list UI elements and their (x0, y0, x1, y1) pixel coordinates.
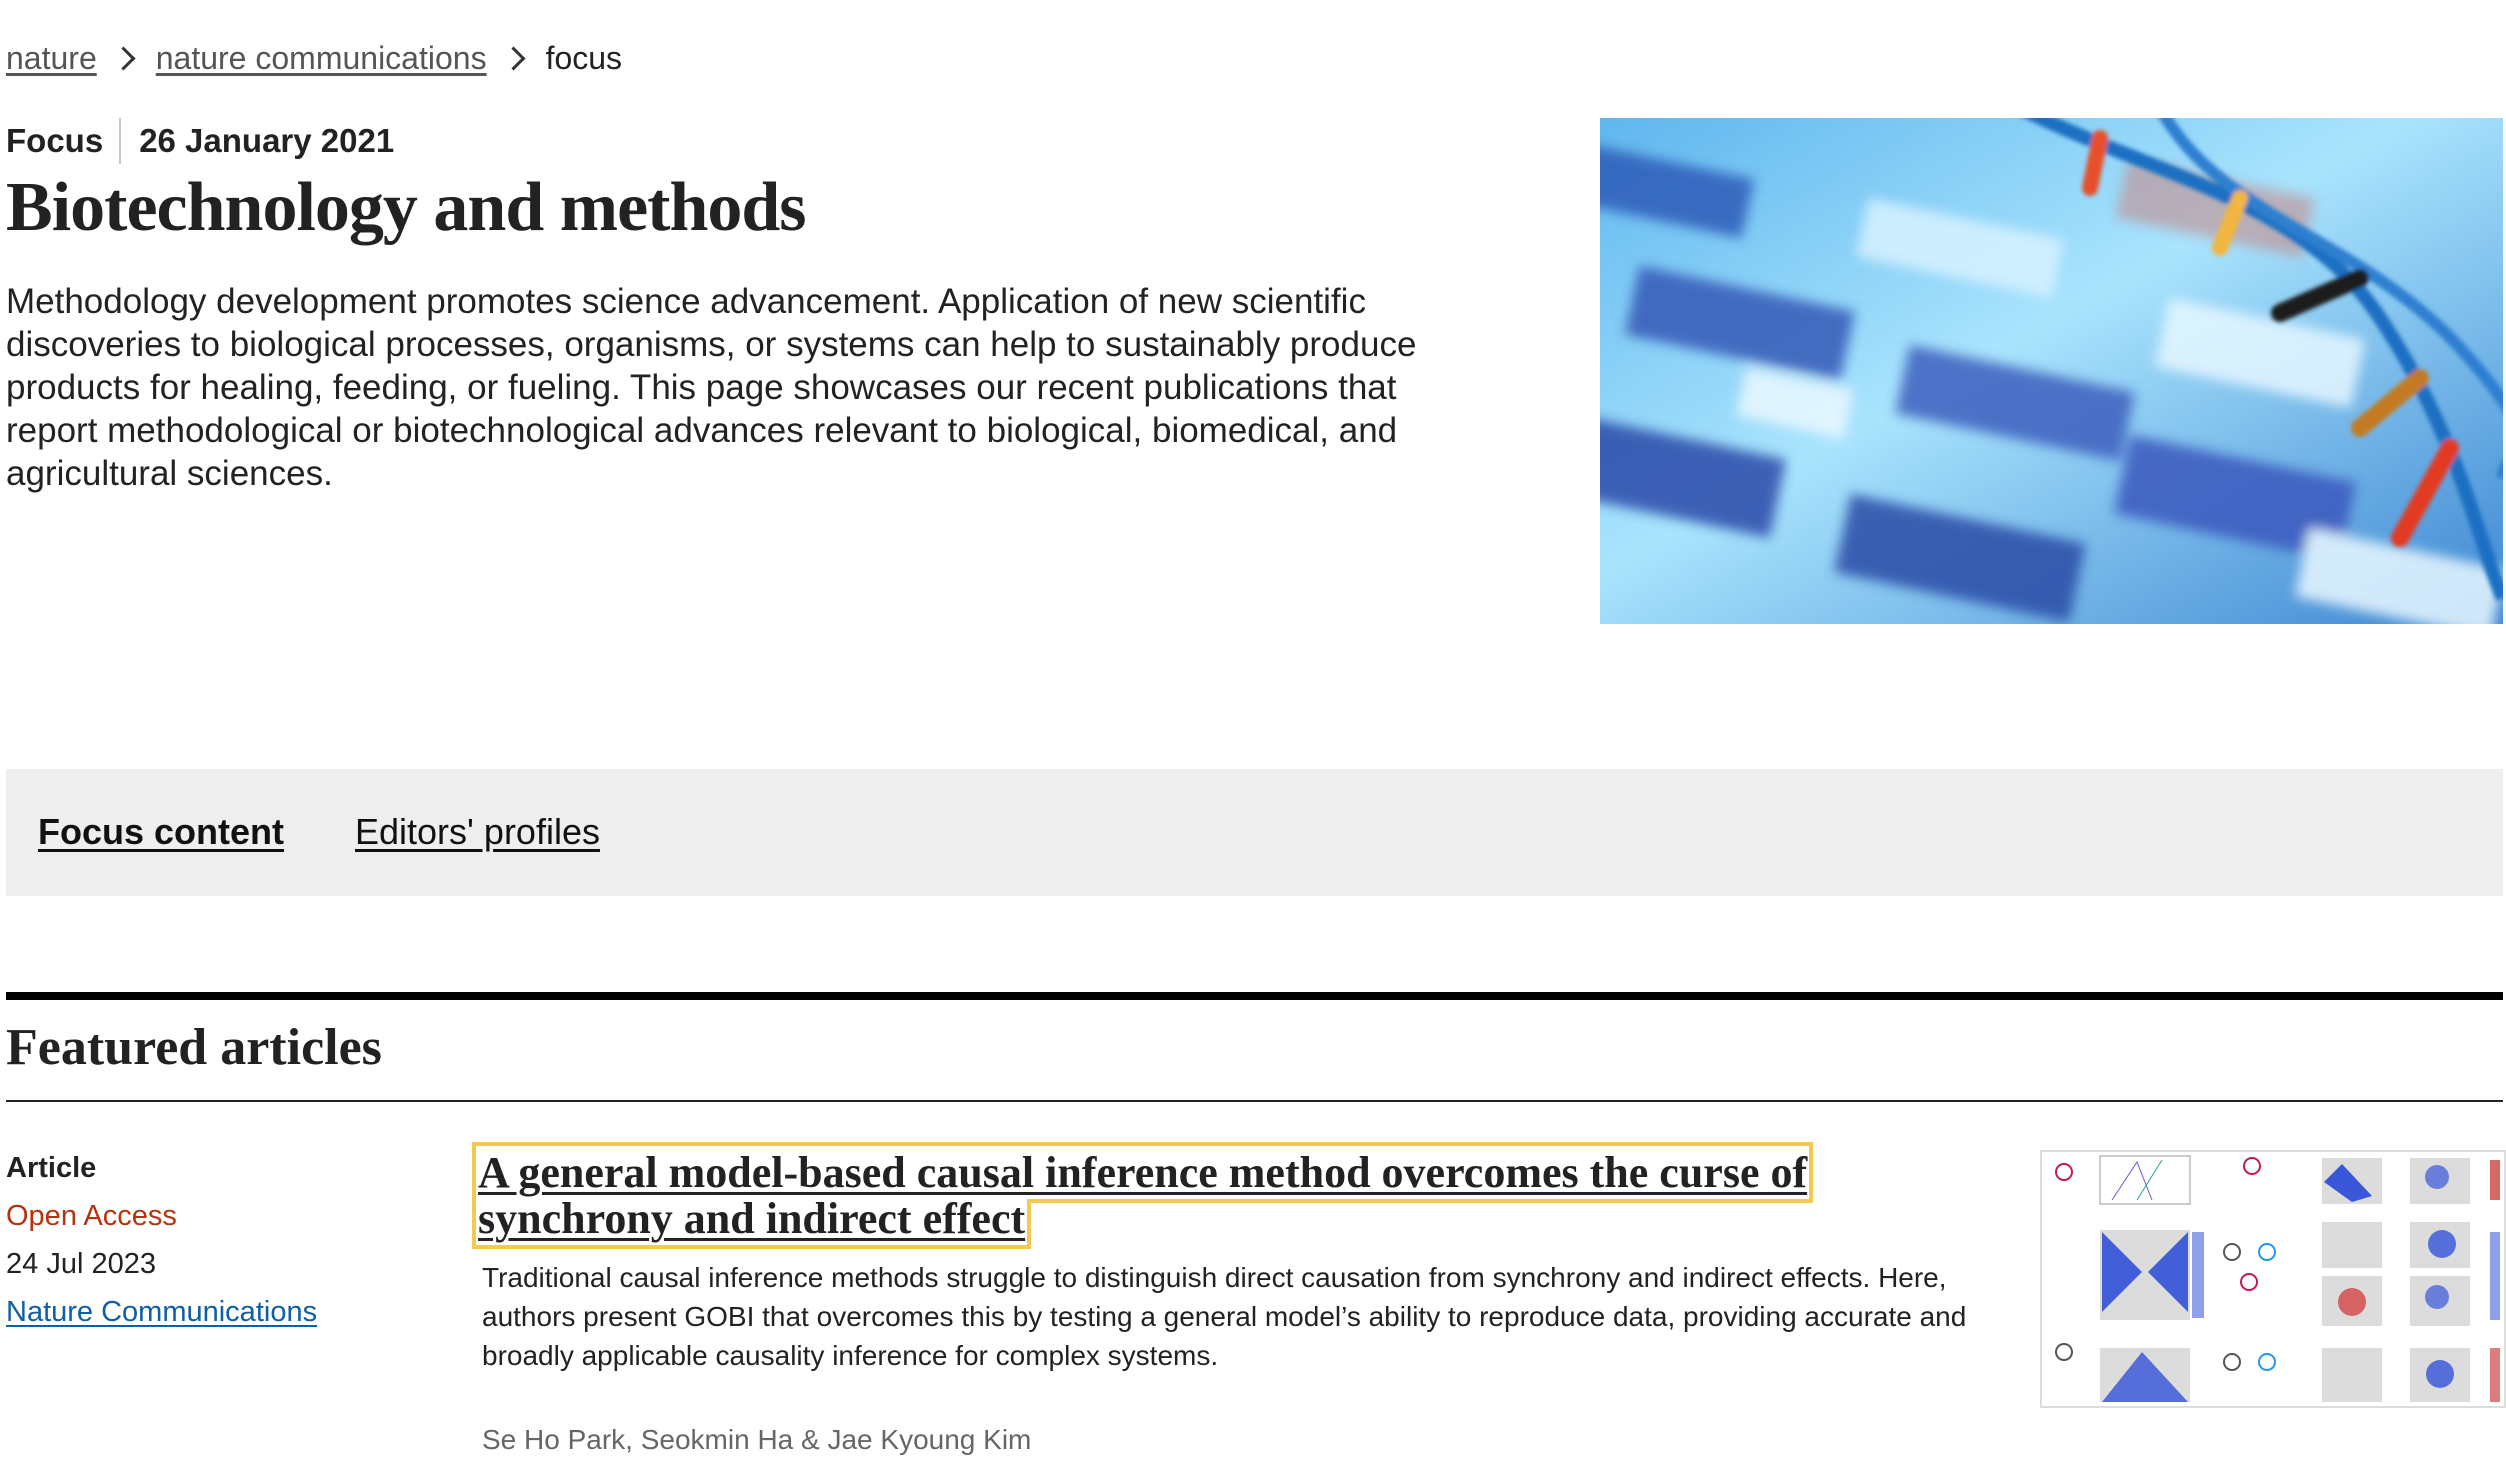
open-access-badge: Open Access (6, 1200, 177, 1232)
heading-underline (6, 1100, 2503, 1102)
article-authors: Se Ho Park, Seokmin Ha & Jae Kyoung Kim (482, 1424, 1032, 1455)
tab-focus-content[interactable]: Focus content (38, 811, 285, 852)
publish-date: 26 January 2021 (139, 122, 395, 159)
article-title-link[interactable]: A general model-based causal inference method overcomes the curse of synchrony and indirect effect (478, 1148, 1808, 1243)
article-title (478, 1150, 1998, 1242)
journal-link[interactable]: Nature Communications (6, 1296, 318, 1328)
article-summary: Traditional causal inference methods struggle to distinguish direct causation from synchrony and indirect effects. Here, authors present GOBI that overcomes this by testing a general model’s ability to reproduce data, providing accurate and broadly applicable causality inference for complex systems. (482, 1262, 1967, 1371)
page-title: Biotechnology and methods (6, 169, 806, 246)
dna-helix-image (1600, 118, 2503, 624)
focus-meta (6, 118, 394, 164)
chevron-right-icon (111, 46, 135, 70)
article-type: Article (6, 1152, 97, 1184)
article-date: 24 Jul 2023 (6, 1248, 156, 1280)
article-thumbnail-image[interactable] (2040, 1150, 2506, 1408)
focus-description: Methodology development promotes science advancement. Application of new scientific discoveries to biological processes, organisms, or systems can help to sustainably produce products for healing, feeding, or fueling. This page showcases our recent publications that report methodological or biotechnological advances relevant to biological, biomedical, and agricultural sciences. (6, 282, 1417, 493)
chevron-right-icon (501, 46, 525, 70)
breadcrumb-link-nature[interactable]: nature (6, 39, 97, 76)
tab-bar (6, 769, 2503, 896)
meta-divider (119, 118, 121, 164)
breadcrumb-current: focus (545, 39, 623, 76)
section-divider (6, 992, 2503, 1000)
tab-editors-profiles[interactable]: Editors' profiles (355, 811, 600, 852)
breadcrumb (6, 36, 622, 80)
content-type-label: Focus (6, 122, 104, 159)
breadcrumb-link-nature-communications[interactable]: nature communications (155, 39, 487, 76)
featured-articles-heading: Featured articles (6, 1019, 382, 1076)
